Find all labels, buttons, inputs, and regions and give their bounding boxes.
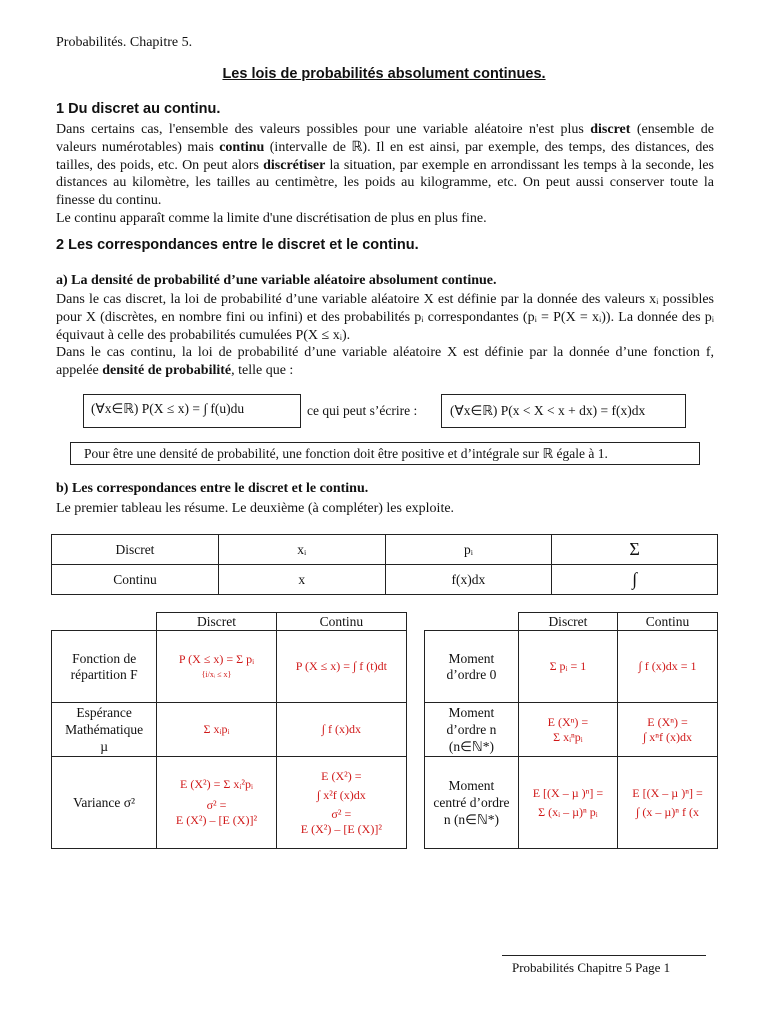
formula-cell: ∫ f (x)dx <box>276 703 406 757</box>
formula: σ² = <box>331 806 352 821</box>
subsection-b-heading: b) Les correspondances entre le discret et le continu. <box>56 481 369 496</box>
row-label: Fonction de répartition F <box>52 631 157 703</box>
cell: Discret <box>52 535 219 565</box>
formula-cell: Σ xᵢpᵢ <box>157 703 276 757</box>
formula: E (X²) – [E (X)]² <box>175 813 258 827</box>
text: (ensemble de valeurs numérotables) mais <box>56 122 714 155</box>
formula-cell <box>157 757 276 849</box>
subsection-a-paragraph <box>56 291 714 380</box>
page-title: Les lois de probabilités absolument continues. <box>222 66 546 82</box>
formula-cell: P (X ≤ x) = ∫ f (t)dt <box>276 631 406 703</box>
text: Dans le cas continu, la loi de probabilité d’une variable aléatoire X est définie par la donnée d’une fonction f, appelée <box>56 345 714 379</box>
formula-cell <box>518 703 617 757</box>
text: Le continu apparaît comme la limite d'une discrétisation de plus en plus fine. <box>56 210 487 226</box>
formula: ∫ x²f (x)dx <box>316 787 366 802</box>
formula: E (X²) = Σ xᵢ²pᵢ <box>180 777 253 791</box>
cell: xᵢ <box>218 535 385 565</box>
text: (intervalle de ℝ). Il en est ainsi, par exemple, des temps, des distances, des tailles, des poids, etc. On peut alors <box>56 139 715 173</box>
formula-box-density <box>441 394 686 428</box>
empty-cell <box>425 613 519 631</box>
cell: Σ <box>552 535 718 565</box>
formula: ∫ (x – µ)ⁿ f (x <box>636 804 699 819</box>
header-cell: Continu <box>618 613 718 631</box>
subsection-b-paragraph: Le premier tableau les résume. Le deuxième (à compléter) les exploite. <box>56 501 455 516</box>
text: Dans certains cas, l'ensemble des valeurs possibles pour une variable aléatoire n'est plus <box>56 122 591 137</box>
row-label: Variance σ² <box>52 757 157 849</box>
row-label: Moment centré d’ordre n (n∈ℕ*) <box>425 757 519 849</box>
text: , telle que : <box>231 363 294 379</box>
page-footer: Probabilités Chapitre 5 Page 1 <box>512 960 671 975</box>
note-text: Pour être une densité de probabilité, une fonction doit être positive et d’intégrale sur ℝ égale à 1. <box>84 446 608 461</box>
right-formula-table <box>424 612 718 849</box>
cell: f(x)dx <box>385 565 552 595</box>
formula-cell <box>276 757 406 849</box>
formula-cell <box>518 757 617 849</box>
header-cell: Continu <box>276 613 406 631</box>
row-label: Moment d’ordre 0 <box>425 631 519 703</box>
formula-cell <box>618 757 718 849</box>
formula: ∫ xⁿf (x)dx <box>642 729 693 744</box>
formula: E (Xⁿ) = <box>547 714 589 729</box>
cell: ∫ <box>552 565 718 595</box>
page-header: Probabilités. Chapitre 5. <box>56 35 193 50</box>
cell: Continu <box>52 565 219 595</box>
correspondence-table <box>51 534 718 595</box>
cell: pᵢ <box>385 535 552 565</box>
formula: E [(X – µ )ⁿ] = <box>532 785 604 800</box>
formula: E (X²) – [E (X)]² <box>300 821 382 836</box>
formula: E (Xⁿ) = <box>647 714 688 729</box>
formula-cell: ∫ f (x)dx = 1 <box>618 631 718 703</box>
formula: E [(X – µ )ⁿ] = <box>632 785 703 800</box>
formula-text: (∀x∈ℝ) P(x < X < x + dx) = f(x)dx <box>450 403 646 418</box>
footer-rule <box>502 955 706 956</box>
note-box <box>70 442 700 465</box>
formula: σ² = <box>206 798 227 812</box>
formula-cell <box>157 631 276 703</box>
row-label: Espérance Mathématique µ <box>52 703 157 757</box>
text-bold: discrétiser <box>263 157 326 173</box>
formula-sub: {i/xᵢ ≤ x} <box>201 669 232 679</box>
section2-heading: 2 Les correspondances entre le discret et le continu. <box>56 237 419 253</box>
text-bold: continu <box>219 139 265 155</box>
formula-connector: ce qui peut s’écrire : <box>307 403 418 418</box>
formula: P (X ≤ x) = Σ pᵢ <box>178 651 255 666</box>
text: la situation, par exemple en arrondissant les temps à la seconde, les distances au kilomètre, les tailles au centimètre, les poids au kilogramme, etc. On peut aussi conserver toute la finesse du continu. <box>56 157 715 209</box>
section1-heading: 1 Du discret au continu. <box>56 101 221 117</box>
formula-text: (∀x∈ℝ) P(X ≤ x) = ∫ f(u)du <box>91 401 245 416</box>
formula: E (X²) = <box>321 768 362 783</box>
left-formula-table <box>51 612 407 849</box>
empty-cell <box>52 613 157 631</box>
row-label: Moment d’ordre n (n∈ℕ*) <box>425 703 519 757</box>
cell: x <box>218 565 385 595</box>
text-bold: densité de probabilité <box>102 363 232 379</box>
subsection-a-heading: a) La densité de probabilité d’une variable aléatoire absolument continue. <box>56 273 497 288</box>
section1-paragraph <box>56 121 714 228</box>
formula-cell: Σ pᵢ = 1 <box>518 631 617 703</box>
text: Dans le cas discret, la loi de probabilité d’une variable aléatoire X est définie par la donnée des valeurs xᵢ possibles pour X (discrètes, en nombre fini ou infini) et des probabilités pᵢ correspondantes (pᵢ = P(X = xᵢ)). La donnée des pᵢ équivaut à celle des probabilités cumulées P(X ≤ xᵢ). <box>56 292 714 343</box>
formula-box-cdf <box>83 394 301 428</box>
text-bold: discret <box>590 122 631 137</box>
formula-cell <box>618 703 718 757</box>
header-cell: Discret <box>518 613 617 631</box>
formula: Σ (xᵢ – µ)ⁿ pᵢ <box>538 804 598 819</box>
formula: Σ xᵢⁿpᵢ <box>553 729 583 744</box>
header-cell: Discret <box>157 613 276 631</box>
